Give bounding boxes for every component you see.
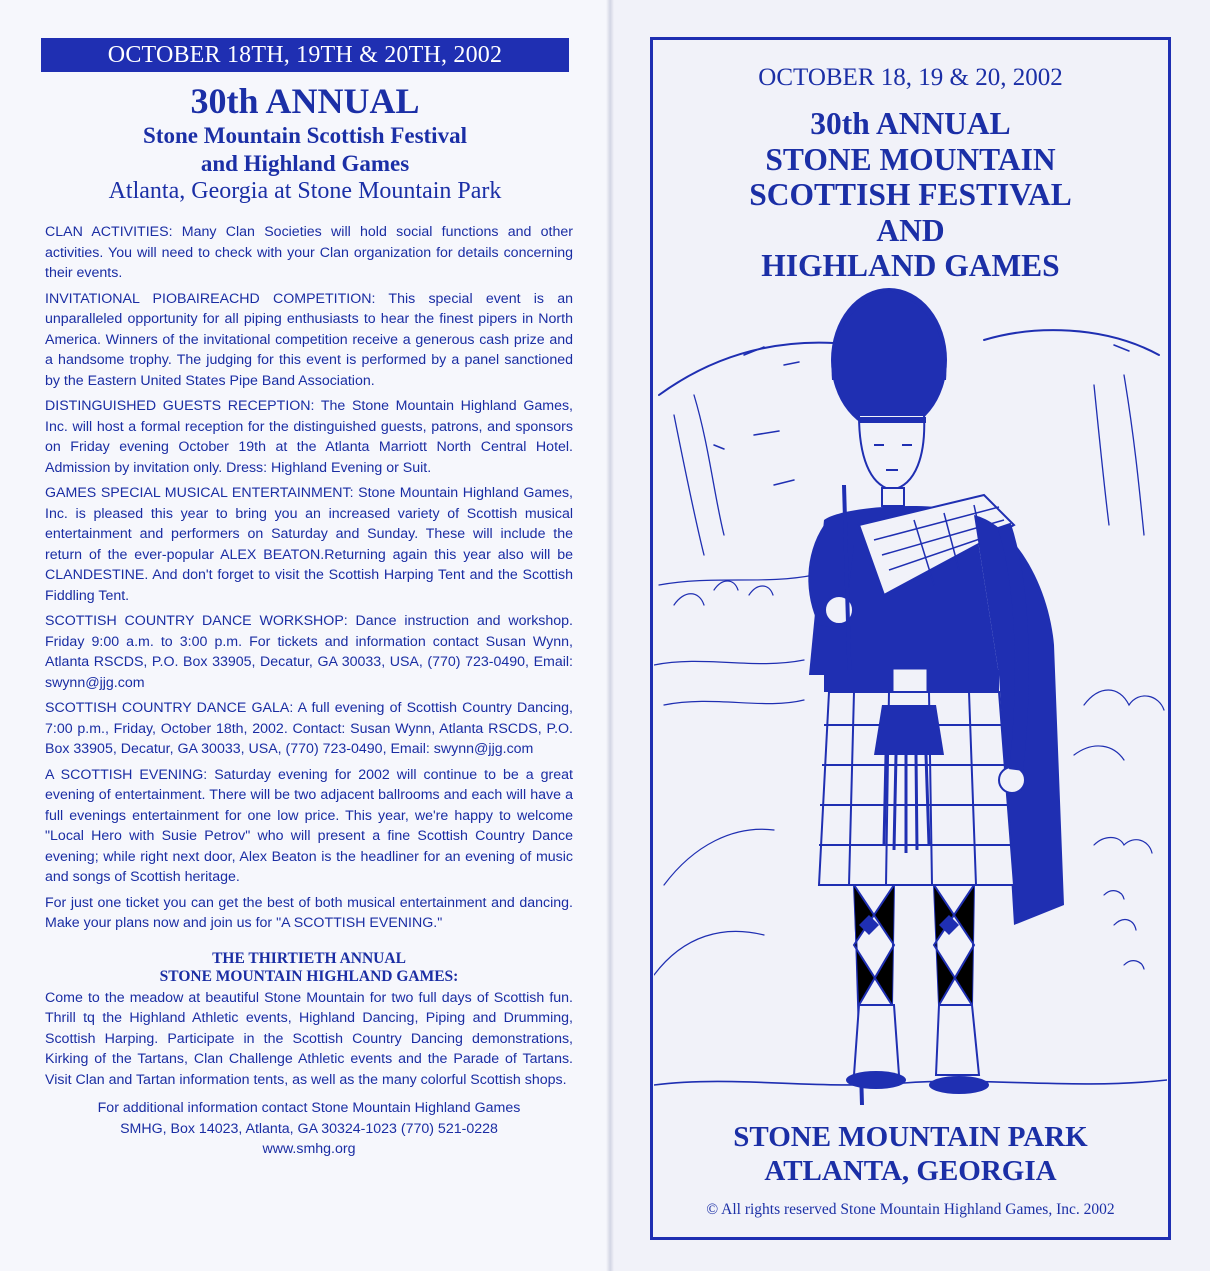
cover-title-line1: 30th ANNUAL	[810, 106, 1011, 141]
dance-gala-paragraph: SCOTTISH COUNTRY DANCE GALA: A full evening of Scottish Country Dancing, 7:00 p.m., Friday, October 18th, 2002. Contact: Susan Wynn, Atlanta RSCDS, P.O. Box 33905, Decatur, GA 30033, USA, (770) 723-0490, Email: swynn@jjg.com	[45, 700, 573, 757]
annual-heading: 30th ANNUAL	[190, 81, 420, 121]
piper-figure	[808, 288, 1064, 1105]
location-subtitle: Atlanta, Georgia at Stone Mountain Park	[108, 178, 502, 204]
cover-title-line5: HIGHLAND GAMES	[761, 248, 1060, 283]
games-paragraph: Come to the meadow at beautiful Stone Mountain for two full days of Scottish fun. Thrill tq the Highland Athletic events, Highland Dancing, Piping and Drumming, Scottish Harping. Participate in the Scottish Country Dancing demonstrations, Kirking of the Tartans, Clan Challenge Athletic events and the Parade of Tartans. Visit Clan and Tartan information tents, as well as the many colorful Scottish shops.	[45, 989, 573, 1088]
scottish-evening-paragraph: A SCOTTISH EVENING: Saturday evening for 2002 will continue to be a great evening of entertainment. There will be two adjacent ballrooms and each will have a full evenings entertainment for one low price. This year, we're happy to welcome "Local Hero with Susie Petrov" who will present a fine Scottish Country Dance evening; while right next door, Alex Beaton is the headliner for an evening of music and songs of Scottish heritage.	[45, 766, 573, 885]
cover-date: OCTOBER 18, 19 & 20, 2002	[758, 64, 1063, 91]
cover-title-line3: SCOTTISH FESTIVAL	[749, 177, 1072, 212]
one-ticket-paragraph: For just one ticket you can get the best of both musical entertainment and dancing. Make your plans now and join us for "A SCOTTISH EVENING."	[45, 894, 573, 931]
games-heading-line2: STONE MOUNTAIN HIGHLAND GAMES:	[159, 967, 459, 985]
guests-reception-paragraph: DISTINGUISHED GUESTS RECEPTION: The Stone Mountain Highland Games, Inc. will host a formal reception for the distinguished guests, patrons, and sponsors on Friday evening October 19th at the Atlanta Marriott North Central Hotel. Admission by invitation only. Dress: Highland Evening or Suit.	[45, 398, 573, 476]
piobaireachd-paragraph: INVITATIONAL PIOBAIREACHD COMPETITION: This special event is an unparalleled opportunity for all piping enthusiasts to hear the finest pipers in North America. Winners of the invitational competition receive a generous cash prize and a handsome trophy. The judging for this event is performed by a panel sanctioned by the Eastern United States Pipe Band Association.	[45, 290, 573, 389]
park-location	[650, 1120, 1171, 1188]
festival-title-line1: Stone Mountain Scottish Festival	[143, 123, 467, 148]
contact-line1: For additional information contact Stone Mountain Highland Games	[97, 1100, 521, 1116]
cover-title	[650, 106, 1171, 284]
brochure-fold	[606, 0, 614, 1271]
event-descriptions	[45, 222, 573, 1160]
park-line2: ATLANTA, GEORGIA	[764, 1155, 1057, 1187]
games-heading	[45, 950, 573, 986]
cover-title-line2: STONE MOUNTAIN	[765, 141, 1056, 177]
park-line1: STONE MOUNTAIN PARK	[733, 1121, 1088, 1153]
musical-entertainment-paragraph: GAMES SPECIAL MUSICAL ENTERTAINMENT: Stone Mountain Highland Games, Inc. is pleased this year to bring you an increased variety of Scottish musical entertainment and performers on Saturday and Sunday. These will include the return of the ever-popular ALEX BEATON.Returning again this year also will be CLANDESTINE. And don't forget to visit the Scottish Harping Tent and the Scottish Fiddling Tent.	[45, 485, 573, 604]
contact-line2: SMHG, Box 14023, Atlanta, GA 30324-1023 (770) 521-0228	[120, 1120, 498, 1137]
website-link[interactable]: www.smhg.org	[262, 1141, 356, 1157]
mountain-outline-right	[984, 330, 1159, 355]
copyright-notice: © All rights reserved Stone Mountain Highland Games, Inc. 2002	[706, 1201, 1115, 1218]
bagpiper-illustration	[654, 285, 1167, 1120]
clan-activities-paragraph: CLAN ACTIVITIES: Many Clan Societies will hold social functions and other activities. You will need to check with your Clan organization for details concerning their events.	[45, 224, 573, 281]
date-banner: OCTOBER 18TH, 19TH & 20TH, 2002	[41, 38, 569, 72]
games-heading-line1: THE THIRTIETH ANNUAL	[212, 949, 406, 967]
cover-title-line4: AND	[876, 212, 945, 248]
dance-workshop-paragraph: SCOTTISH COUNTRY DANCE WORKSHOP: Dance instruction and workshop. Friday 9:00 a.m. to 3:00 p.m. For tickets and information contact Susan Wynn, Atlanta RSCDS, P.O. Box 33905, Decatur, GA 30033, USA, (770) 723-0490, Email: swynn@jjg.com	[45, 613, 573, 691]
contact-block	[45, 1098, 573, 1160]
festival-title-line2: and Highland Games	[200, 151, 410, 176]
